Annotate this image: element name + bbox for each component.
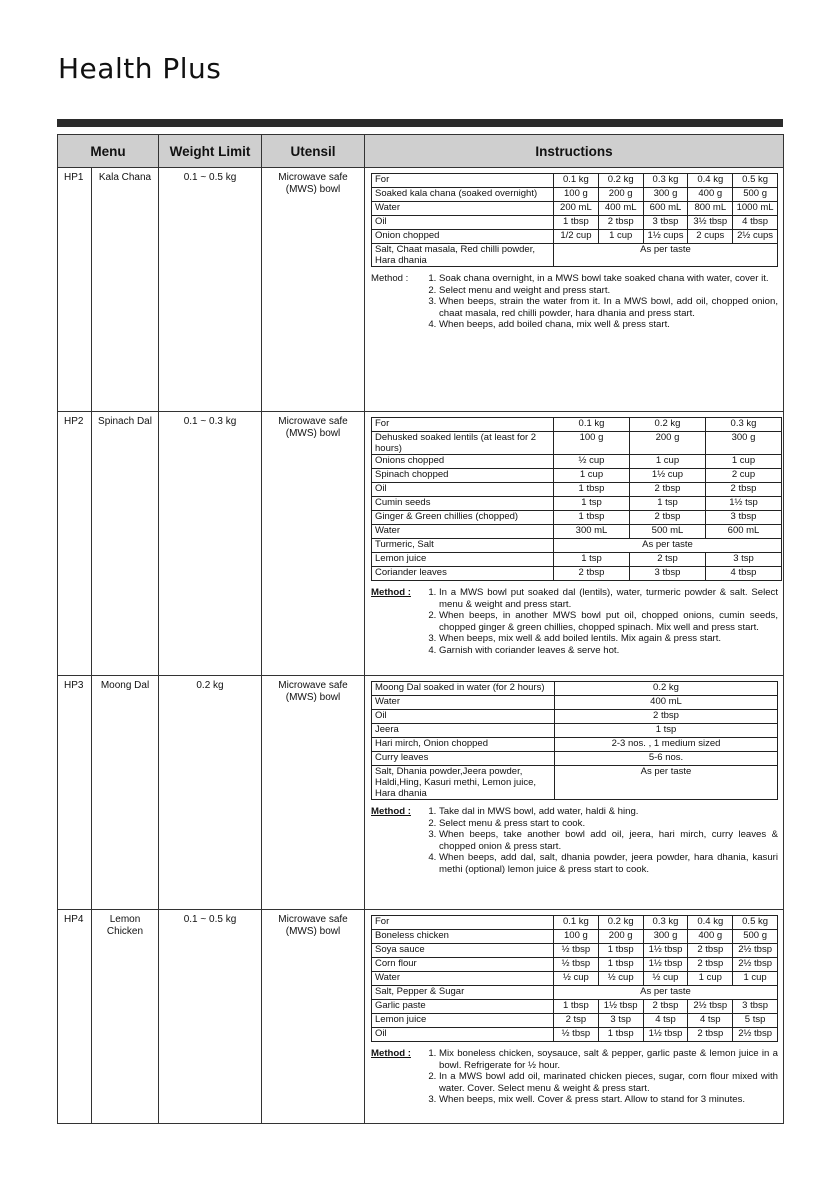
ingredient-amount: 1/2 cup bbox=[554, 230, 599, 244]
ingredient-name: Cumin seeds bbox=[372, 497, 554, 511]
ingredient-amount: 400 g bbox=[688, 188, 733, 202]
ingredient-name: Spinach chopped bbox=[372, 469, 554, 483]
ingredient-amount: 400 g bbox=[688, 930, 733, 944]
ingredient-amount: 1½ cup bbox=[630, 469, 706, 483]
recipe-code: HP1 bbox=[58, 168, 92, 412]
ingredient-name: Garlic paste bbox=[372, 1000, 554, 1014]
recipe-row bbox=[58, 910, 784, 1124]
ingredient-name: Lemon juice bbox=[372, 553, 554, 567]
method-block bbox=[371, 587, 778, 656]
ingredient-amount: 2½ tbsp bbox=[733, 958, 778, 972]
ingredient-name: Jeera bbox=[372, 724, 555, 738]
ingredient-amount: 1½ tbsp bbox=[643, 958, 688, 972]
ingredient-amount: 1½ tbsp bbox=[643, 1028, 688, 1042]
instructions-cell bbox=[365, 412, 784, 676]
utensil: Microwave safe (MWS) bowl bbox=[262, 676, 365, 910]
ingredient-amount: 800 mL bbox=[688, 202, 733, 216]
method-step: 2. Select menu & press start to cook. bbox=[439, 818, 778, 830]
ingredient-table bbox=[371, 681, 778, 800]
for-label: For bbox=[372, 916, 554, 930]
ingredient-amount: 1 cup bbox=[554, 469, 630, 483]
ingredient-name: Oil bbox=[372, 1028, 554, 1042]
ingredient-amount: 300 g bbox=[643, 930, 688, 944]
ingredient-amount: 2½ tbsp bbox=[688, 1000, 733, 1014]
method-label: Method : bbox=[371, 806, 411, 817]
ingredient-row bbox=[372, 972, 778, 986]
recipe-name: Moong Dal bbox=[92, 676, 159, 910]
ingredient-name: Dehusked soaked lentils (at least for 2 hours) bbox=[372, 432, 554, 455]
ingredient-amount: 1½ tbsp bbox=[598, 1000, 643, 1014]
ingredient-amount: 3 tbsp bbox=[630, 567, 706, 581]
utensil: Microwave safe (MWS) bowl bbox=[262, 168, 365, 412]
ingredient-amount: 1 cup bbox=[630, 455, 706, 469]
ingredient-amount: 1 tbsp bbox=[598, 944, 643, 958]
ingredient-name: Salt, Pepper & Sugar bbox=[372, 986, 554, 1000]
ingredient-name: Water bbox=[372, 972, 554, 986]
method-step: 1. Soak chana overnight, in a MWS bowl take soaked chana with water, cover it. bbox=[439, 273, 778, 285]
ingredient-amount: 3 tbsp bbox=[643, 216, 688, 230]
weight-column-header: 0.5 kg bbox=[733, 174, 778, 188]
weight-column-header: 0.1 kg bbox=[554, 174, 599, 188]
ingredient-amount: 2 tsp bbox=[554, 1014, 599, 1028]
ingredient-row bbox=[372, 986, 778, 1000]
ingredient-row bbox=[372, 682, 778, 696]
ingredient-amount: 1½ cups bbox=[643, 230, 688, 244]
ingredient-amount: ½ cup bbox=[598, 972, 643, 986]
ingredient-amount: ½ tbsp bbox=[554, 1028, 599, 1042]
ingredient-amount: As per taste bbox=[554, 986, 778, 1000]
ingredient-row bbox=[372, 216, 778, 230]
ingredient-name: Salt, Dhania powder,Jeera powder, Haldi,Hing, Kasuri methi, Lemon juice, Hara dhania bbox=[372, 766, 555, 800]
ingredient-amount: 3 tbsp bbox=[733, 1000, 778, 1014]
recipe-name: Spinach Dal bbox=[92, 412, 159, 676]
ingredient-name: Oil bbox=[372, 483, 554, 497]
ingredient-header-row bbox=[372, 174, 778, 188]
ingredient-amount: 1 tsp bbox=[554, 553, 630, 567]
ingredient-amount: As per taste bbox=[554, 539, 782, 553]
ingredient-row bbox=[372, 752, 778, 766]
ingredient-amount: 600 mL bbox=[706, 525, 782, 539]
ingredient-amount: 1 tsp bbox=[555, 724, 778, 738]
weight-column-header: 0.5 kg bbox=[733, 916, 778, 930]
ingredient-name: Coriander leaves bbox=[372, 567, 554, 581]
ingredient-name: Turmeric, Salt bbox=[372, 539, 554, 553]
ingredient-amount: 2 tbsp bbox=[706, 483, 782, 497]
ingredient-row bbox=[372, 202, 778, 216]
ingredient-amount: 2 cups bbox=[688, 230, 733, 244]
ingredient-amount: ½ cup bbox=[554, 455, 630, 469]
ingredient-amount: 1½ tbsp bbox=[643, 944, 688, 958]
ingredient-row bbox=[372, 230, 778, 244]
method-step: 2. In a MWS bowl add oil, marinated chicken pieces, sugar, corn flour mixed with water. Cover. Select menu & weight & press start. bbox=[439, 1071, 778, 1094]
ingredient-row bbox=[372, 469, 782, 483]
ingredient-amount: 500 mL bbox=[630, 525, 706, 539]
method-step: 3. When beeps, take another bowl add oil, jeera, hari mirch, curry leaves & chopped onion & press start. bbox=[439, 829, 778, 852]
ingredient-name: Soya sauce bbox=[372, 944, 554, 958]
ingredient-amount: 2 tbsp bbox=[630, 483, 706, 497]
ingredient-row bbox=[372, 244, 778, 267]
ingredient-name: Curry leaves bbox=[372, 752, 555, 766]
ingredient-amount: ½ tbsp bbox=[554, 958, 599, 972]
ingredient-row bbox=[372, 766, 778, 800]
ingredient-amount: ½ cup bbox=[554, 972, 599, 986]
weight-column-header: 0.1 kg bbox=[554, 916, 599, 930]
ingredient-row bbox=[372, 455, 782, 469]
ingredient-amount: 0.2 kg bbox=[555, 682, 778, 696]
ingredient-amount: 2½ cups bbox=[733, 230, 778, 244]
recipe-row bbox=[58, 676, 784, 910]
weight-limit: 0.1 ~ 0.5 kg bbox=[159, 168, 262, 412]
method-step: 1. In a MWS bowl put soaked dal (lentils), water, turmeric powder & salt. Select menu & weight and press start. bbox=[439, 587, 778, 610]
instructions-cell bbox=[365, 910, 784, 1124]
ingredient-row bbox=[372, 1014, 778, 1028]
ingredient-row bbox=[372, 511, 782, 525]
header-rule bbox=[57, 119, 783, 127]
ingredient-name: Onions chopped bbox=[372, 455, 554, 469]
weight-column-header: 0.4 kg bbox=[688, 916, 733, 930]
ingredient-amount: 2 tbsp bbox=[555, 710, 778, 724]
ingredient-name: Corn flour bbox=[372, 958, 554, 972]
ingredient-name: Onion chopped bbox=[372, 230, 554, 244]
ingredient-amount: ½ tbsp bbox=[554, 944, 599, 958]
ingredient-amount: 500 g bbox=[733, 930, 778, 944]
recipe-code: HP3 bbox=[58, 676, 92, 910]
ingredient-amount: 400 mL bbox=[598, 202, 643, 216]
weight-limit: 0.2 kg bbox=[159, 676, 262, 910]
ingredient-name: Hari mirch, Onion chopped bbox=[372, 738, 555, 752]
ingredient-row bbox=[372, 553, 782, 567]
ingredient-amount: 4 tbsp bbox=[706, 567, 782, 581]
ingredient-name: Salt, Chaat masala, Red chilli powder, Hara dhania bbox=[372, 244, 554, 267]
ingredient-row bbox=[372, 1000, 778, 1014]
instructions-cell bbox=[365, 676, 784, 910]
method-steps bbox=[423, 806, 778, 875]
ingredient-name: Ginger & Green chillies (chopped) bbox=[372, 511, 554, 525]
ingredient-amount: 2½ tbsp bbox=[733, 1028, 778, 1042]
ingredient-row bbox=[372, 696, 778, 710]
ingredient-amount: 3 tbsp bbox=[706, 511, 782, 525]
ingredient-amount: 4 tbsp bbox=[733, 216, 778, 230]
recipe-code: HP4 bbox=[58, 910, 92, 1124]
ingredient-amount: 1 cup bbox=[688, 972, 733, 986]
ingredient-amount: 300 g bbox=[643, 188, 688, 202]
ingredient-amount: As per taste bbox=[555, 766, 778, 800]
weight-column-header: 0.2 kg bbox=[598, 174, 643, 188]
table-header-row bbox=[58, 135, 784, 168]
recipe-row bbox=[58, 168, 784, 412]
weight-column-header: 0.3 kg bbox=[643, 916, 688, 930]
ingredient-amount: 1 tsp bbox=[630, 497, 706, 511]
method-block bbox=[371, 806, 778, 875]
ingredient-table bbox=[371, 417, 782, 581]
ingredient-amount: As per taste bbox=[554, 244, 778, 267]
ingredient-amount: 2½ tbsp bbox=[733, 944, 778, 958]
method-step: 4. When beeps, add dal, salt, dhania powder, jeera powder, hara dhania, kasuri methi (optional) lemon juice & press start to cook. bbox=[439, 852, 778, 875]
ingredient-amount: 2 cup bbox=[706, 469, 782, 483]
ingredient-amount: 300 mL bbox=[554, 525, 630, 539]
ingredient-name: Moong Dal soaked in water (for 2 hours) bbox=[372, 682, 555, 696]
ingredient-amount: 4 tsp bbox=[688, 1014, 733, 1028]
ingredient-row bbox=[372, 724, 778, 738]
for-label: For bbox=[372, 174, 554, 188]
recipe-name: Kala Chana bbox=[92, 168, 159, 412]
weight-limit: 0.1 ~ 0.5 kg bbox=[159, 910, 262, 1124]
weight-column-header: 0.1 kg bbox=[554, 418, 630, 432]
ingredient-row bbox=[372, 710, 778, 724]
page-title: Health Plus bbox=[58, 52, 222, 85]
for-label: For bbox=[372, 418, 554, 432]
method-step: 1. Mix boneless chicken, soysauce, salt & pepper, garlic paste & lemon juice in a bowl. Refrigerate for ½ hour. bbox=[439, 1048, 778, 1071]
ingredient-amount: 3 tsp bbox=[598, 1014, 643, 1028]
ingredient-amount: 1 tbsp bbox=[554, 216, 599, 230]
header-menu: Menu bbox=[58, 135, 159, 168]
weight-limit: 0.1 ~ 0.3 kg bbox=[159, 412, 262, 676]
ingredient-amount: 200 g bbox=[630, 432, 706, 455]
ingredient-amount: 2 tbsp bbox=[688, 958, 733, 972]
weight-column-header: 0.4 kg bbox=[688, 174, 733, 188]
method-step: 3. When beeps, strain the water from it. In a MWS bowl, add oil, chopped onion, chaat masala, red chilli powder, hara dhania and press start. bbox=[439, 296, 778, 319]
ingredient-amount: 1 cup bbox=[706, 455, 782, 469]
ingredient-header-row bbox=[372, 418, 782, 432]
ingredient-amount: 1 tbsp bbox=[554, 1000, 599, 1014]
ingredient-amount: 5 tsp bbox=[733, 1014, 778, 1028]
recipe-name: Lemon Chicken bbox=[92, 910, 159, 1124]
ingredient-name: Water bbox=[372, 696, 555, 710]
weight-column-header: 0.3 kg bbox=[643, 174, 688, 188]
method-step: 3. When beeps, mix well & add boiled lentils. Mix again & press start. bbox=[439, 633, 778, 645]
ingredient-amount: 100 g bbox=[554, 930, 599, 944]
ingredient-amount: 1 tbsp bbox=[554, 511, 630, 525]
ingredient-name: Boneless chicken bbox=[372, 930, 554, 944]
ingredient-amount: 1 cup bbox=[598, 230, 643, 244]
ingredient-amount: 2 tbsp bbox=[643, 1000, 688, 1014]
ingredient-table bbox=[371, 173, 778, 267]
ingredient-amount: 2 tbsp bbox=[554, 567, 630, 581]
method-step: 2. Select menu and weight and press start. bbox=[439, 285, 778, 297]
ingredient-amount: 5-6 nos. bbox=[555, 752, 778, 766]
ingredient-amount: 200 g bbox=[598, 930, 643, 944]
method-block bbox=[371, 1048, 778, 1106]
ingredient-amount: 4 tsp bbox=[643, 1014, 688, 1028]
method-step: 1. Take dal in MWS bowl, add water, haldi & hing. bbox=[439, 806, 778, 818]
method-step: 4. Garnish with coriander leaves & serve hot. bbox=[439, 645, 778, 657]
ingredient-amount: 300 g bbox=[706, 432, 782, 455]
ingredient-row bbox=[372, 944, 778, 958]
ingredient-name: Lemon juice bbox=[372, 1014, 554, 1028]
ingredient-amount: 600 mL bbox=[643, 202, 688, 216]
weight-column-header: 0.3 kg bbox=[706, 418, 782, 432]
header-instructions: Instructions bbox=[365, 135, 784, 168]
ingredient-row bbox=[372, 432, 782, 455]
ingredient-amount: 1 tbsp bbox=[598, 958, 643, 972]
ingredient-name: Water bbox=[372, 525, 554, 539]
utensil: Microwave safe (MWS) bowl bbox=[262, 412, 365, 676]
ingredient-amount: 2-3 nos. , 1 medium sized bbox=[555, 738, 778, 752]
ingredient-row bbox=[372, 525, 782, 539]
ingredient-row bbox=[372, 483, 782, 497]
ingredient-name: Soaked kala chana (soaked overnight) bbox=[372, 188, 554, 202]
ingredient-amount: 400 mL bbox=[555, 696, 778, 710]
ingredient-amount: 3 tsp bbox=[706, 553, 782, 567]
utensil: Microwave safe (MWS) bowl bbox=[262, 910, 365, 1124]
ingredient-amount: 500 g bbox=[733, 188, 778, 202]
ingredient-row bbox=[372, 738, 778, 752]
ingredient-row bbox=[372, 539, 782, 553]
method-step: 4. When beeps, add boiled chana, mix well & press start. bbox=[439, 319, 778, 331]
method-block bbox=[371, 273, 778, 331]
ingredient-amount: 200 g bbox=[598, 188, 643, 202]
ingredient-row bbox=[372, 188, 778, 202]
ingredient-row bbox=[372, 567, 782, 581]
method-step: 3. When beeps, mix well. Cover & press start. Allow to stand for 3 minutes. bbox=[439, 1094, 778, 1106]
ingredient-amount: 100 g bbox=[554, 188, 599, 202]
ingredient-amount: 1 tbsp bbox=[598, 1028, 643, 1042]
ingredient-amount: 1 tsp bbox=[554, 497, 630, 511]
ingredient-row bbox=[372, 497, 782, 511]
recipe-code: HP2 bbox=[58, 412, 92, 676]
weight-column-header: 0.2 kg bbox=[630, 418, 706, 432]
method-label: Method : bbox=[371, 587, 411, 598]
header-utensil: Utensil bbox=[262, 135, 365, 168]
ingredient-table bbox=[371, 915, 778, 1042]
method-steps bbox=[423, 273, 778, 331]
ingredient-amount: 1½ tsp bbox=[706, 497, 782, 511]
ingredient-amount: 1 cup bbox=[733, 972, 778, 986]
ingredient-row bbox=[372, 958, 778, 972]
instructions-cell bbox=[365, 168, 784, 412]
ingredient-amount: 100 g bbox=[554, 432, 630, 455]
ingredient-amount: 1000 mL bbox=[733, 202, 778, 216]
ingredient-header-row bbox=[372, 916, 778, 930]
weight-column-header: 0.2 kg bbox=[598, 916, 643, 930]
ingredient-amount: 200 mL bbox=[554, 202, 599, 216]
recipe-row bbox=[58, 412, 784, 676]
ingredient-amount: 2 tbsp bbox=[630, 511, 706, 525]
ingredient-amount: 2 tsp bbox=[630, 553, 706, 567]
header-weight-limit: Weight Limit bbox=[159, 135, 262, 168]
ingredient-row bbox=[372, 930, 778, 944]
ingredient-row bbox=[372, 1028, 778, 1042]
ingredient-amount: 2 tbsp bbox=[688, 944, 733, 958]
ingredient-name: Oil bbox=[372, 216, 554, 230]
recipe-table bbox=[57, 134, 784, 1124]
method-steps bbox=[423, 587, 778, 656]
method-step: 2. When beeps, in another MWS bowl put oil, chopped onions, cumin seeds, chopped ginger & green chillies, chopped spinach. Mix well and press start. bbox=[439, 610, 778, 633]
method-label: Method : bbox=[371, 273, 409, 284]
ingredient-amount: 2 tbsp bbox=[688, 1028, 733, 1042]
ingredient-name: Oil bbox=[372, 710, 555, 724]
ingredient-name: Water bbox=[372, 202, 554, 216]
ingredient-amount: 3½ tbsp bbox=[688, 216, 733, 230]
ingredient-amount: ½ cup bbox=[643, 972, 688, 986]
method-label: Method : bbox=[371, 1048, 411, 1059]
method-steps bbox=[423, 1048, 778, 1106]
ingredient-amount: 2 tbsp bbox=[598, 216, 643, 230]
ingredient-amount: 1 tbsp bbox=[554, 483, 630, 497]
